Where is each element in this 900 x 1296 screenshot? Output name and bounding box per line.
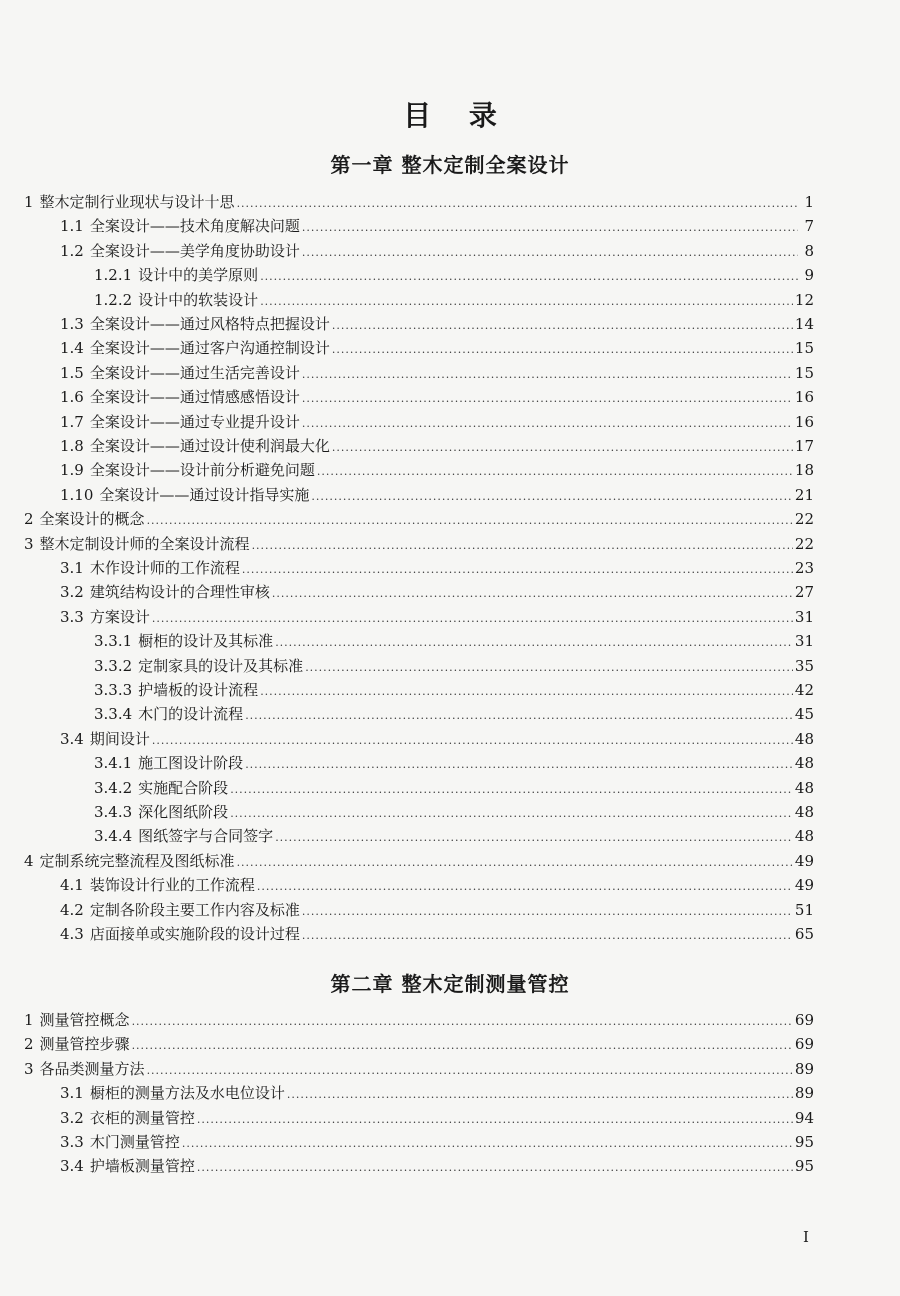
page-title: 目 录 bbox=[403, 99, 511, 132]
dot-leader bbox=[332, 338, 793, 362]
entry-page-number: 15 bbox=[794, 339, 814, 358]
dot-leader bbox=[242, 558, 793, 582]
entry-page-number: 48 bbox=[794, 803, 814, 821]
entry-number: 3 bbox=[24, 534, 34, 553]
entry-page-number: 8 bbox=[804, 241, 814, 260]
entry-number: 2 bbox=[24, 510, 34, 529]
entry-page-number: 23 bbox=[794, 559, 814, 577]
entry-number: 3.3.2 bbox=[94, 656, 133, 675]
entry-page-number: 95 bbox=[794, 1133, 814, 1151]
entry-title: 木作设计师的工作流程 bbox=[89, 559, 240, 577]
dot-leader bbox=[302, 924, 793, 948]
toc-entry[interactable] bbox=[94, 800, 814, 824]
entry-page-number: 27 bbox=[794, 583, 814, 602]
entry-title: 设计中的美学原则 bbox=[138, 266, 259, 285]
dot-leader bbox=[152, 729, 793, 753]
entry-page-number: 22 bbox=[794, 534, 814, 553]
dot-leader bbox=[287, 1083, 793, 1107]
toc-entry[interactable] bbox=[24, 1057, 814, 1081]
toc-entry[interactable] bbox=[60, 483, 814, 507]
toc-entry[interactable] bbox=[60, 556, 814, 580]
toc-entry[interactable] bbox=[94, 288, 814, 312]
entry-number: 1.7 bbox=[60, 412, 84, 431]
entry-title: 实施配合阶段 bbox=[138, 778, 229, 797]
entry-number: 1.10 bbox=[60, 485, 94, 504]
dot-leader bbox=[182, 1132, 793, 1156]
toc-entry[interactable] bbox=[60, 605, 814, 629]
toc-entry[interactable] bbox=[24, 849, 814, 873]
entry-number: 3.3 bbox=[60, 607, 84, 626]
toc-entry[interactable] bbox=[60, 580, 814, 604]
toc-entry[interactable] bbox=[94, 751, 814, 775]
entry-number: 3.4.4 bbox=[94, 827, 133, 846]
entry-title: 整木定制设计师的全案设计流程 bbox=[39, 534, 250, 553]
entry-number: 3.2 bbox=[60, 1108, 84, 1127]
entry-page-number: 48 bbox=[794, 754, 814, 773]
entry-page-number: 12 bbox=[794, 290, 814, 309]
entry-page-number: 16 bbox=[794, 388, 814, 407]
entry-page-number: 9 bbox=[804, 266, 814, 285]
entry-title: 全案设计的概念 bbox=[39, 510, 145, 529]
entry-number: 3 bbox=[24, 1059, 34, 1078]
entry-number: 1.2.2 bbox=[94, 290, 133, 309]
entry-page-number: 89 bbox=[794, 1084, 814, 1103]
entry-page-number: 42 bbox=[794, 681, 814, 699]
dot-leader bbox=[252, 534, 793, 558]
toc-entry[interactable] bbox=[60, 1106, 814, 1130]
entry-page-number: 1 bbox=[804, 193, 814, 211]
entry-title: 测量管控步骤 bbox=[39, 1035, 130, 1054]
entry-number: 3.3.1 bbox=[94, 632, 133, 651]
dot-leader bbox=[302, 216, 798, 240]
entry-page-number: 21 bbox=[794, 485, 814, 504]
entry-page-number: 16 bbox=[794, 412, 814, 431]
dot-leader bbox=[302, 363, 793, 387]
toc-entry[interactable] bbox=[60, 458, 814, 482]
dot-leader bbox=[197, 1156, 793, 1180]
entry-number: 1.9 bbox=[60, 461, 84, 480]
toc-entry[interactable] bbox=[24, 507, 814, 531]
toc-entry[interactable] bbox=[24, 1008, 814, 1032]
entry-number: 1.2.1 bbox=[94, 266, 133, 285]
entry-page-number: 65 bbox=[794, 925, 814, 943]
entry-title: 设计中的软装设计 bbox=[138, 290, 259, 309]
entry-number: 1.3 bbox=[60, 315, 84, 333]
entry-page-number: 89 bbox=[794, 1059, 814, 1078]
entry-page-number: 48 bbox=[794, 729, 814, 748]
dot-leader bbox=[147, 509, 793, 533]
entry-page-number: 69 bbox=[794, 1035, 814, 1054]
dot-leader bbox=[230, 778, 793, 802]
entry-page-number: 94 bbox=[794, 1108, 814, 1127]
entry-title: 木门的设计流程 bbox=[138, 705, 244, 724]
dot-leader bbox=[260, 290, 793, 314]
toc-entry[interactable] bbox=[94, 678, 814, 702]
entry-title: 定制系统完整流程及图纸标准 bbox=[39, 851, 235, 870]
entry-number: 4 bbox=[24, 851, 34, 870]
toc-entry[interactable] bbox=[60, 1081, 814, 1105]
entry-number: 3.4.3 bbox=[94, 803, 133, 821]
entry-title: 整木定制行业现状与设计十思 bbox=[39, 193, 235, 211]
toc-entry[interactable] bbox=[94, 629, 814, 653]
entry-number: 3.1 bbox=[60, 1084, 84, 1103]
dot-leader bbox=[132, 1010, 793, 1034]
dot-leader bbox=[230, 802, 793, 826]
entry-number: 3.4 bbox=[60, 729, 84, 748]
dot-leader bbox=[311, 485, 792, 509]
entry-number: 1.1 bbox=[60, 217, 84, 236]
toc-entry[interactable] bbox=[94, 702, 814, 726]
entry-title: 护墙板测量管控 bbox=[89, 1157, 195, 1176]
entry-title: 深化图纸阶段 bbox=[138, 803, 229, 821]
entry-title: 测量管控概念 bbox=[39, 1011, 130, 1029]
entry-page-number: 48 bbox=[794, 778, 814, 797]
entry-title: 全案设计——美学角度协助设计 bbox=[89, 241, 300, 260]
entry-page-number: 31 bbox=[794, 632, 814, 651]
toc-entry[interactable] bbox=[60, 922, 814, 946]
entry-title: 店面接单或实施阶段的设计过程 bbox=[89, 925, 300, 943]
dot-leader bbox=[257, 875, 793, 899]
dot-leader bbox=[332, 314, 793, 338]
toc-entry[interactable] bbox=[60, 214, 814, 238]
dot-leader bbox=[197, 1108, 793, 1132]
entry-title: 全案设计——通过专业提升设计 bbox=[89, 412, 300, 431]
entry-title: 方案设计 bbox=[89, 607, 150, 626]
dot-leader bbox=[237, 851, 793, 875]
entry-number: 4.1 bbox=[60, 876, 84, 895]
dot-leader bbox=[260, 680, 793, 704]
entry-number: 1 bbox=[24, 193, 34, 211]
toc-entry[interactable] bbox=[24, 1032, 814, 1056]
entry-title: 全案设计——通过设计指导实施 bbox=[99, 485, 310, 504]
dot-leader bbox=[302, 241, 798, 265]
entry-title: 定制各阶段主要工作内容及标准 bbox=[89, 900, 300, 919]
toc-entry[interactable] bbox=[94, 654, 814, 678]
entry-page-number: 15 bbox=[794, 363, 814, 382]
dot-leader bbox=[317, 460, 793, 484]
entry-title: 期间设计 bbox=[89, 729, 150, 748]
entry-title: 全案设计——通过设计使利润最大化 bbox=[89, 437, 330, 455]
entry-title: 全案设计——技术角度解决问题 bbox=[89, 217, 300, 236]
entry-number: 4.2 bbox=[60, 900, 84, 919]
toc-entry[interactable] bbox=[60, 312, 814, 336]
entry-title: 全案设计——通过情感感悟设计 bbox=[89, 388, 300, 407]
entry-number: 3.4 bbox=[60, 1157, 84, 1176]
dot-leader bbox=[152, 607, 793, 631]
toc-entry[interactable] bbox=[60, 385, 814, 409]
entry-page-number: 7 bbox=[804, 217, 814, 236]
entry-page-number: 14 bbox=[794, 315, 814, 333]
entry-title: 施工图设计阶段 bbox=[138, 754, 244, 773]
entry-number: 3.3.3 bbox=[94, 681, 133, 699]
entry-title: 图纸签字与合同签字 bbox=[138, 827, 274, 846]
folio: Ⅰ bbox=[803, 1228, 809, 1246]
entry-number: 4.3 bbox=[60, 925, 84, 943]
entry-number: 2 bbox=[24, 1035, 34, 1054]
chapter-title: 第二章 整木定制测量管控 bbox=[330, 972, 570, 996]
entry-number: 3.2 bbox=[60, 583, 84, 602]
dot-leader bbox=[305, 656, 793, 680]
entry-number: 1.4 bbox=[60, 339, 84, 358]
chapter-title: 第一章 整木定制全案设计 bbox=[330, 153, 570, 177]
entry-page-number: 69 bbox=[794, 1011, 814, 1029]
entry-page-number: 51 bbox=[794, 900, 814, 919]
dot-leader bbox=[272, 582, 793, 606]
toc-entry[interactable] bbox=[60, 434, 814, 458]
entry-title: 全案设计——通过风格特点把握设计 bbox=[89, 315, 330, 333]
dot-leader bbox=[302, 412, 793, 436]
entry-page-number: 45 bbox=[794, 705, 814, 724]
entry-page-number: 49 bbox=[794, 851, 814, 870]
entry-number: 3.4.1 bbox=[94, 754, 133, 773]
dot-leader bbox=[147, 1059, 793, 1083]
toc-entry[interactable] bbox=[24, 532, 814, 556]
entry-page-number: 49 bbox=[794, 876, 814, 895]
dot-leader bbox=[302, 387, 793, 411]
entry-page-number: 22 bbox=[794, 510, 814, 529]
entry-number: 1.2 bbox=[60, 241, 84, 260]
entry-page-number: 17 bbox=[794, 437, 814, 455]
entry-title: 全案设计——通过客户沟通控制设计 bbox=[89, 339, 330, 358]
toc-entry[interactable] bbox=[94, 776, 814, 800]
entry-title: 装饰设计行业的工作流程 bbox=[89, 876, 255, 895]
toc-entry[interactable] bbox=[60, 727, 814, 751]
entry-title: 木门测量管控 bbox=[89, 1133, 180, 1151]
toc-entry[interactable] bbox=[94, 263, 814, 287]
entry-title: 定制家具的设计及其标准 bbox=[138, 656, 304, 675]
toc-entry[interactable] bbox=[60, 336, 814, 360]
entry-number: 1.8 bbox=[60, 437, 84, 455]
toc-entry[interactable] bbox=[60, 1154, 814, 1178]
entry-page-number: 35 bbox=[794, 656, 814, 675]
entry-number: 3.1 bbox=[60, 559, 84, 577]
toc-entry[interactable] bbox=[60, 873, 814, 897]
entry-title: 护墙板的设计流程 bbox=[138, 681, 259, 699]
dot-leader bbox=[332, 436, 793, 460]
toc-entry[interactable] bbox=[60, 410, 814, 434]
entry-number: 3.4.2 bbox=[94, 778, 133, 797]
toc-entry[interactable] bbox=[24, 190, 814, 214]
entry-number: 1.6 bbox=[60, 388, 84, 407]
dot-leader bbox=[302, 900, 793, 924]
dot-leader bbox=[260, 265, 798, 289]
toc-entry[interactable] bbox=[60, 361, 814, 385]
entry-number: 1.5 bbox=[60, 363, 84, 382]
entry-title: 建筑结构设计的合理性审核 bbox=[89, 583, 270, 602]
entry-title: 衣柜的测量管控 bbox=[89, 1108, 195, 1127]
entry-number: 3.3 bbox=[60, 1133, 84, 1151]
entry-title: 全案设计——通过生活完善设计 bbox=[89, 363, 300, 382]
dot-leader bbox=[237, 192, 798, 216]
dot-leader bbox=[245, 753, 793, 777]
dot-leader bbox=[132, 1034, 793, 1058]
entry-title: 各品类测量方法 bbox=[39, 1059, 145, 1078]
entry-title: 橱柜的测量方法及水电位设计 bbox=[89, 1084, 285, 1103]
entry-page-number: 48 bbox=[794, 827, 814, 846]
entry-page-number: 31 bbox=[794, 607, 814, 626]
toc-entry[interactable] bbox=[94, 824, 814, 848]
toc-entry[interactable] bbox=[60, 898, 814, 922]
entry-page-number: 18 bbox=[794, 461, 814, 480]
toc-entry[interactable] bbox=[60, 1130, 814, 1154]
entry-number: 1 bbox=[24, 1011, 34, 1029]
toc-entry[interactable] bbox=[60, 239, 814, 263]
entry-page-number: 95 bbox=[794, 1157, 814, 1176]
dot-leader bbox=[275, 631, 793, 655]
dot-leader bbox=[245, 704, 793, 728]
dot-leader bbox=[275, 826, 793, 850]
entry-number: 3.3.4 bbox=[94, 705, 133, 724]
entry-title: 橱柜的设计及其标准 bbox=[138, 632, 274, 651]
entry-title: 全案设计——设计前分析避免问题 bbox=[89, 461, 315, 480]
